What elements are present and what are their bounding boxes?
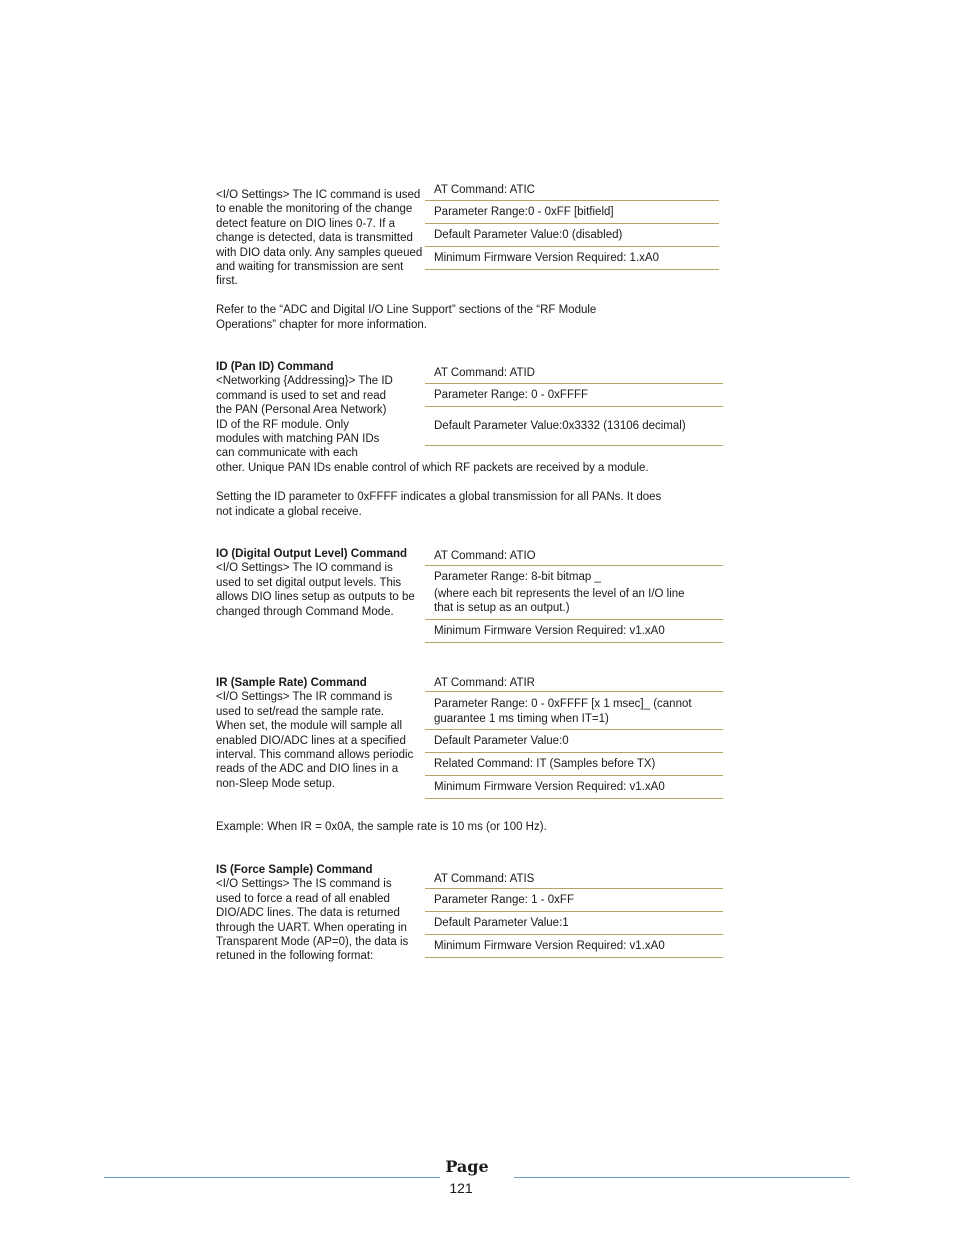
ic-parameter-table: [425, 179, 719, 270]
id-desc-line: the PAN (Personal Area Network): [216, 404, 387, 417]
io-parameter-range: Parameter Range: 8-bit bitmap _ (where each bit represents the level of an I/O line that is setup as an output.): [425, 566, 723, 620]
io-parameter-table: [425, 545, 723, 643]
ic-default-value: Default Parameter Value:0 (disabled): [425, 224, 719, 247]
id-heading: ID (Pan ID) Command: [216, 361, 334, 373]
footer-page-number: 121: [449, 1180, 473, 1196]
id-desc-line: <Networking {Addressing}> The ID: [216, 375, 393, 388]
ir-default-value: Default Parameter Value:0: [425, 730, 723, 753]
id-desc-line: can communicate with each: [216, 447, 358, 460]
id-desc-line: ID of the RF module. Only: [216, 418, 349, 431]
is-default-value: Default Parameter Value:1: [425, 912, 723, 935]
id-continuation: other. Unique PAN IDs enable control of which RF packets are received by a module.: [216, 462, 649, 474]
is-description-block: [216, 863, 416, 964]
ir-heading: IR (Sample Rate) Command: [216, 677, 367, 689]
id-default-value: Default Parameter Value:0x3332 (13106 decimal): [425, 407, 723, 446]
ic-description: <I/O Settings> The IC command is used to enable the monitoring of the change detect feature on DIO lines 0-7. If a change is detected, data is transmitted with DIO data only. Any samples queued and waiting for transmission are sent first.: [216, 189, 423, 288]
id-parameter-table: [425, 362, 723, 446]
ic-min-firmware: Minimum Firmware Version Required: 1.xA0: [425, 247, 719, 270]
footer-rule-left: [104, 1177, 440, 1178]
is-min-firmware: Minimum Firmware Version Required: v1.xA0: [425, 935, 723, 958]
ic-at-command: AT Command: ATIC: [425, 179, 719, 201]
io-heading: IO (Digital Output Level) Command: [216, 548, 408, 560]
is-description: <I/O Settings> The IS command is used to force a read of all enabled DIO/ADC lines. The data is returned through the UART. When operating in Transparent Mode (AP=0), the data is retuned in the following format:: [216, 878, 409, 963]
ic-note: Refer to the “ADC and Digital I/O Line Support” sections of the “RF Module Operations” chapter for more information.: [216, 304, 597, 331]
ic-parameter-range: Parameter Range:0 - 0xFF [bitfield]: [425, 201, 719, 224]
io-description: <I/O Settings> The IO command is used to set digital output levels. This allows DIO lines setup as outputs to be changed through Command Mode.: [216, 562, 415, 618]
io-description-block: [216, 547, 416, 619]
is-at-command: AT Command: ATIS: [425, 868, 723, 889]
ir-description-block: [216, 676, 416, 791]
ir-note: Example: When IR = 0x0A, the sample rate is 10 ms (or 100 Hz).: [216, 821, 547, 833]
io-min-firmware: Minimum Firmware Version Required: v1.xA0: [425, 620, 723, 643]
footer-page-label: Page: [445, 1157, 489, 1176]
id-description-block: [216, 360, 421, 461]
is-parameter-table: [425, 868, 723, 958]
is-heading: IS (Force Sample) Command: [216, 864, 373, 876]
ir-description: <I/O Settings> The IR command is used to set/read the sample rate. When set, the module will sample all enabled DIO/ADC lines at a specified interval. This command allows periodic reads of the ADC and DIO lines in a non-Sleep Mode setup.: [216, 691, 414, 790]
footer-rule-right: [514, 1177, 850, 1178]
ir-min-firmware: Minimum Firmware Version Required: v1.xA0: [425, 776, 723, 799]
id-desc-line: modules with matching PAN IDs: [216, 433, 380, 446]
ir-related-command: Related Command: IT (Samples before TX): [425, 753, 723, 776]
id-at-command: AT Command: ATID: [425, 362, 723, 384]
ir-parameter-range: Parameter Range: 0 - 0xFFFF [x 1 msec]_ (cannot guarantee 1 ms timing when IT=1): [425, 692, 723, 730]
is-parameter-range: Parameter Range: 1 - 0xFF: [425, 889, 723, 912]
io-at-command: AT Command: ATIO: [425, 545, 723, 566]
id-desc-line: command is used to set and read: [216, 389, 387, 402]
ir-parameter-table: [425, 672, 723, 799]
id-note: Setting the ID parameter to 0xFFFF indicates a global transmission for all PANs. It does not indicate a global receive.: [216, 491, 662, 518]
id-parameter-range: Parameter Range: 0 - 0xFFFF: [425, 384, 723, 407]
ir-at-command: AT Command: ATIR: [425, 672, 723, 692]
